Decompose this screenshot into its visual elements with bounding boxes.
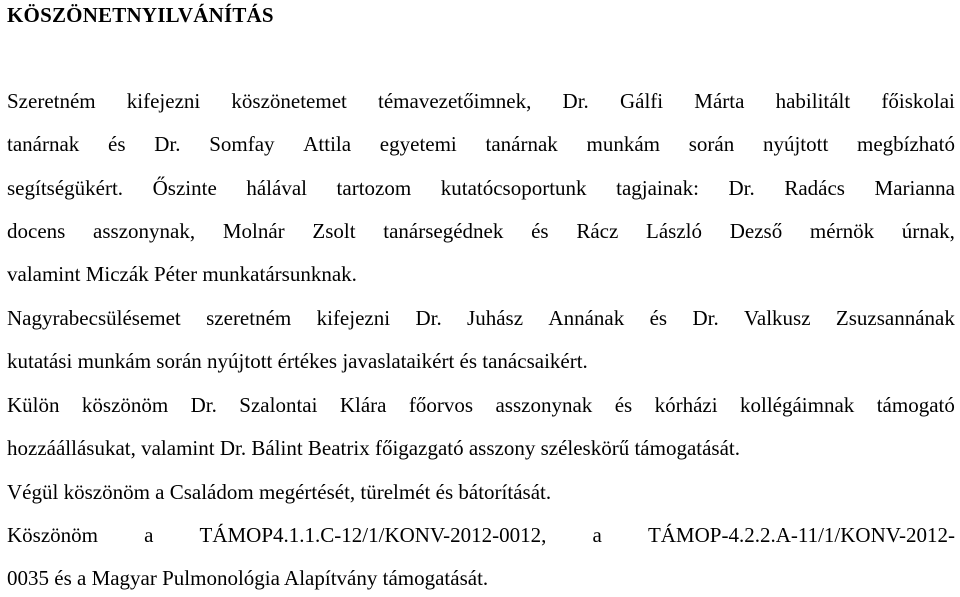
word: kutatócsoportunk [440,176,587,200]
word: Rácz [576,219,619,243]
word: TÁMOP-4.2.2.A-11/1/KONV-2012- [647,523,955,547]
word: Dr. [415,306,442,330]
paragraph-line [7,175,955,201]
word: Márta [694,89,745,113]
word: docens [7,219,66,243]
word: Dezső [729,219,783,243]
word: Dr. [728,176,755,200]
word: asszonynak [495,393,593,417]
word: asszonynak, [93,219,196,243]
word: Dr. [692,306,719,330]
word: Somfay [209,132,275,156]
page-title: KÖSZÖNETNYILVÁNÍTÁS [7,3,274,27]
word: és [649,306,668,330]
word: Annának [548,306,625,330]
word: köszönöm [81,393,169,417]
word: Molnár [222,219,285,243]
word: tanársegédnek [383,219,504,243]
word: TÁMOP4.1.1.C-12/1/KONV-2012-0012, [199,523,547,547]
word: Őszinte [152,176,217,200]
paragraph-line [7,522,955,548]
paragraph-line: valamint Miczák Péter munkatársunknak. [7,262,357,286]
paragraph-line [7,392,955,418]
word: Zsolt [312,219,356,243]
word: Radács [784,176,845,200]
paragraph-line [7,305,955,331]
word: Dr. [154,132,181,156]
word: főiskolai [881,89,955,113]
word: Marianna [874,176,955,200]
word: és [614,393,633,417]
paragraph-line [7,218,955,244]
word: mérnök [809,219,875,243]
word: témavezetőimnek, [378,89,532,113]
word: Szeretném [7,89,96,113]
word: kifejezni [316,306,391,330]
word: Valkusz [744,306,811,330]
word: a [144,523,154,547]
paragraph-line: Végül köszönöm a Családom megértését, türelmét és bátorítását. [7,480,552,504]
word: tanárnak [485,132,558,156]
word: úrnak, [901,219,955,243]
word: Szalontai [239,393,318,417]
word: Dr. [562,89,589,113]
word: Külön [7,393,60,417]
word: megbízható [857,132,955,156]
paragraph-line: kutatási munkám során nyújtott értékes javaslataikért és tanácsaikért. [7,349,588,373]
paragraph-line: hozzáállásukat, valamint Dr. Bálint Beatrix főigazgató asszony széleskörű támogatását. [7,436,741,460]
word: főorvos [408,393,474,417]
word: Dr. [190,393,217,417]
word: nyújtott [762,132,829,156]
word: egyetemi [379,132,457,156]
word: segítségükért. [7,176,124,200]
word: Köszönöm [7,523,98,547]
word: Zsuzsannának [835,306,955,330]
word: szeretném [206,306,292,330]
word: Nagyrabecsülésemet [7,306,181,330]
word: köszönetemet [231,89,347,113]
word: során [688,132,735,156]
word: Attila [303,132,352,156]
word: és [531,219,549,243]
word: tartozom [336,176,412,200]
word: kifejezni [126,89,201,113]
word: tanárnak [7,132,80,156]
paragraph-line: 0035 és a Magyar Pulmonológia Alapítvány támogatását. [7,566,489,590]
word: Juhász [467,306,524,330]
word: László [646,219,702,243]
word: Gálfi [619,89,664,113]
word: kollégáimnak [740,393,855,417]
word: tagjainak: [616,176,699,200]
word: a [592,523,602,547]
word: és [108,132,126,156]
paragraph-line [7,88,955,114]
word: támogató [876,393,955,417]
word: habilitált [775,89,851,113]
word: Klára [339,393,387,417]
paragraph-line [7,131,955,157]
word: munkám [586,132,660,156]
word: kórházi [654,393,718,417]
word: hálával [246,176,307,200]
